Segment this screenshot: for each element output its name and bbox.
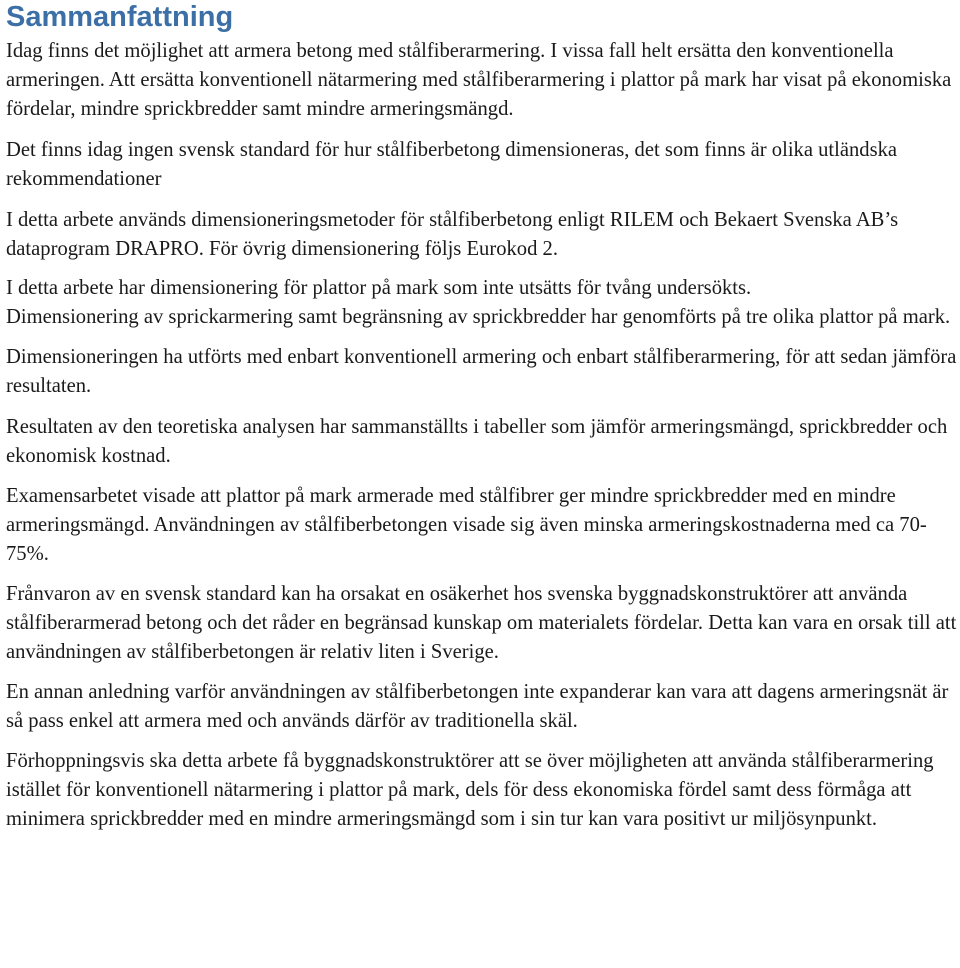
section-heading: Sammanfattning <box>6 1 234 33</box>
paragraph-outlook: Förhoppningsvis ska detta arbete få byggnadskonstruktörer att se över möjligheten att använda stålfiberarmering istället för konventionell nätarmering i plattor på mark, dels för dess ekonomiska fördel samt dess förmåga att minimera sprickbredder med en mindre armeringsmängd som i sin tur kan vara positivt ur miljösynpunkt. <box>6 750 934 830</box>
paragraph-crack-design: Dimensionering av sprickarmering samt begränsning av sprickbredder har genomförts på tre olika plattor på mark. <box>6 306 951 328</box>
paragraph-scope: I detta arbete har dimensionering för plattor på mark som inte utsätts för tvång undersökts. <box>6 277 752 299</box>
paragraph-tradition: En annan anledning varför användningen av stålfiberbetongen inte expanderar kan vara att dagens armeringsnät är så pass enkel att armera med och används därför av traditionella skäl. <box>6 681 949 732</box>
paragraph-standard: Det finns idag ingen svensk standard för hur stålfiberbetong dimensioneras, det som finns är olika utländska rekommendationer <box>6 139 898 190</box>
paragraph-results: Resultaten av den teoretiska analysen har sammanställts i tabeller som jämför armeringsmängd, sprickbredder och ekonomisk kostnad. <box>6 416 948 467</box>
paragraph-uncertainty: Frånvaron av en svensk standard kan ha orsakat en osäkerhet hos svenska byggnadskonstruktörer att använda stålfiberarmerad betong och det råder en begränsad kunskap om materialets fördelar. Detta kan vara en orsak till att användningen av stålfiberbetongen är relativ liten i Sverige. <box>6 583 957 663</box>
document-page <box>6 0 958 834</box>
paragraph-conclusion: Examensarbetet visade att plattor på mark armerade med stålfibrer ger mindre sprickbredder med en mindre armeringsmängd. Användningen av stålfiberbetongen visade sig även minska armeringskostnaderna med ca 70-75%. <box>6 485 927 565</box>
paragraph-intro: Idag finns det möjlighet att armera betong med stålfiberarmering. I vissa fall helt ersätta den konventionella armeringen. Att ersätta konventionell nätarmering med stålfiberarmering i plattor på mark har visat på ekonomiska fördelar, mindre sprickbredder samt mindre armeringsmängd. <box>6 40 952 120</box>
paragraph-comparison: Dimensioneringen ha utförts med enbart konventionell armering och enbart stålfiberarmering, för att sedan jämföra resultaten. <box>6 346 957 397</box>
paragraph-methods: I detta arbete används dimensioneringsmetoder för stålfiberbetong enligt RILEM och Bekaert Svenska AB’s dataprogram DRAPRO. För övrig dimensionering följs Eurokod 2. <box>6 209 899 260</box>
